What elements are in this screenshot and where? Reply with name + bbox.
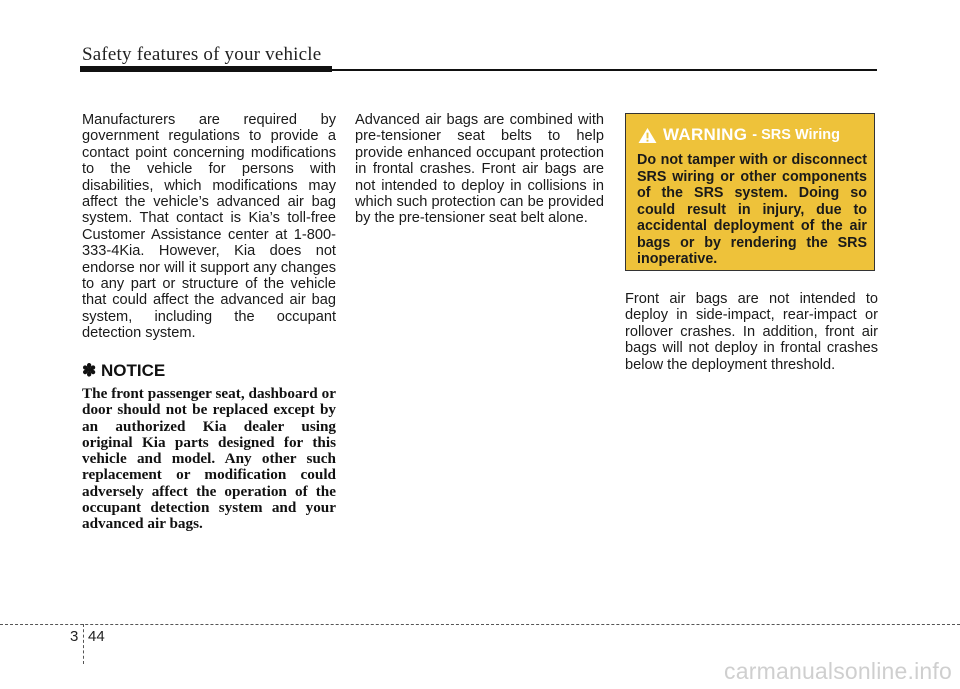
page-header-title: Safety features of your vehicle — [82, 44, 322, 65]
warning-triangle-icon — [638, 127, 657, 144]
footer-rule — [0, 624, 960, 625]
column-2-paragraph: Advanced air bags are combined with pre-tensioner seat belts to help provide enhanced occupant protection in frontal crashes. Front air bags are not intended to deploy in collisions in which such protection can be provided by the pre-tensioner seat belt alone. — [355, 112, 604, 227]
footer-page-divider — [83, 624, 84, 664]
warning-header — [638, 125, 840, 145]
header-rule-thin — [332, 69, 877, 71]
watermark-text: carmanualsonline.info — [724, 658, 952, 684]
column-3-paragraph: Front air bags are not intended to deploy in side-impact, rear-impact or rollover crashes. In addition, front air bags will not deploy in frontal crashes below the deployment threshold. — [625, 291, 878, 373]
footer-chapter-number: 3 — [70, 628, 79, 645]
warning-body: Do not tamper with or disconnect SRS wiring or other components of the SRS system. Doing so could result in injury, due to accidental deployment of the air bags or by rendering the SRS inoperative. — [637, 152, 867, 267]
notice-body: The front passenger seat, dashboard or door should not be replaced except by an authorized Kia dealer using original Kia parts designed for this vehicle and model. Any other such replacement or modification could adversely affect the operation of the occupant detection system and your advanced air bags. — [82, 385, 336, 533]
column-1-paragraph: Manufacturers are required by government regulations to provide a contact point concerning modifications to the vehicle for persons with disabilities, which modifications may affect the vehicle’s advanced air bag system. That contact is Kia’s toll-free Customer Assistance center at 1-800-333-4Kia. However, Kia does not endorse nor will it support any changes to any part or structure of the vehicle that could affect the advanced air bag system, including the occupant detection system. — [82, 112, 336, 342]
footer-page-number: 44 — [88, 628, 105, 645]
warning-label: WARNING — [663, 125, 748, 144]
warning-box — [625, 113, 875, 271]
header-rule-thick — [80, 66, 332, 72]
notice-title: ✽ NOTICE — [82, 361, 166, 380]
warning-subtitle: - SRS Wiring — [752, 127, 840, 143]
